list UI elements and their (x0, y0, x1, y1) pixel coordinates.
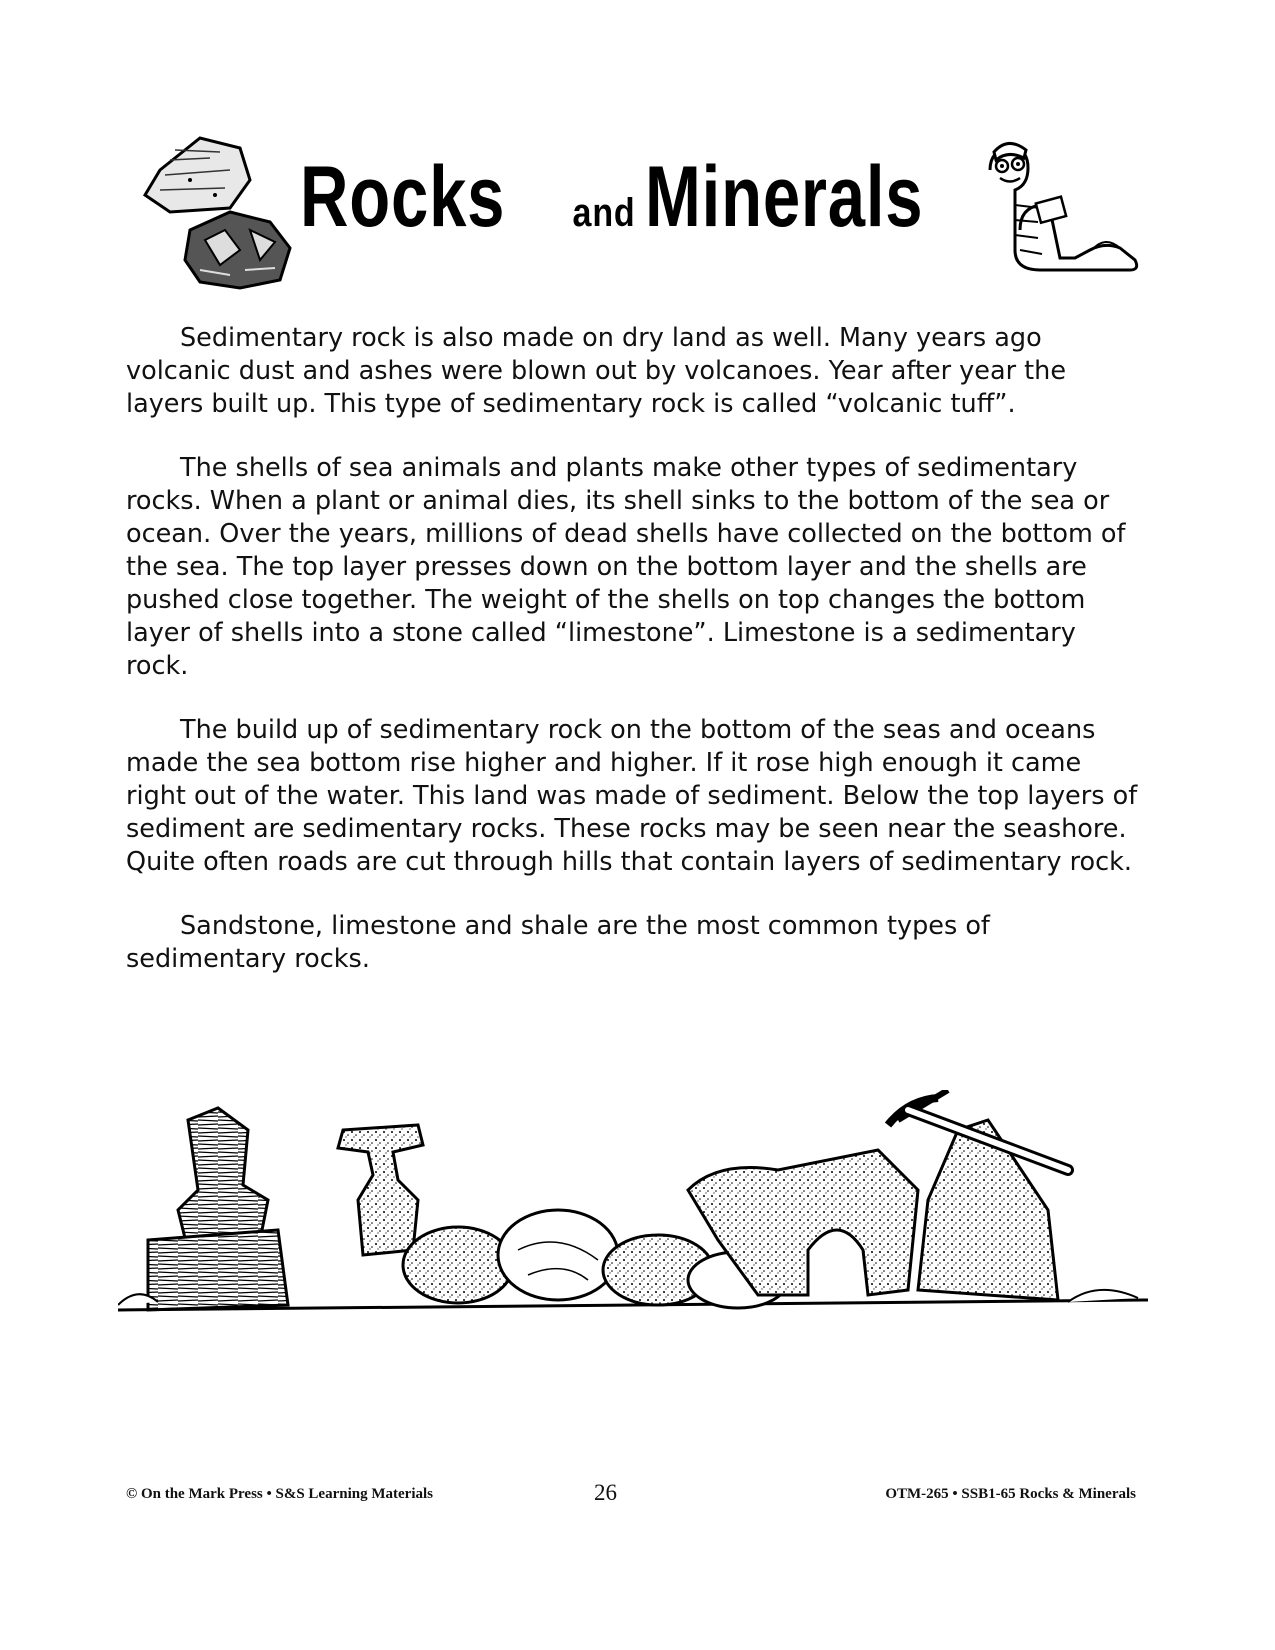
paragraph: Sedimentary rock is also made on dry land as well. Many years ago volcanic dust and ashes were blown out by volcanoes. Year after year the layers built up. This type of sedimentary rock is called “volcanic tuff”. (126, 323, 1067, 419)
title-word-minerals: Minerals (645, 149, 924, 245)
paragraph: The shells of sea animals and plants make other types of sedimentary rocks. When a plant or animal dies, its shell sinks to the bottom of the sea or ocean. Over the years, millions of dead shells have collected on the bottom of the sea. The top layer presses down on the bottom layer and the shells are pushed close together. The weight of the shells on top changes the bottom layer of shells into a stone called “limestone”. Limestone is a sedimentary rock. (126, 453, 1126, 681)
article-body (126, 322, 1146, 1007)
page-header (120, 120, 1140, 300)
footer-publisher: © On the Mark Press • S&S Learning Materials (126, 1486, 433, 1502)
rock-formations-pickaxe-illustration (118, 1090, 1148, 1380)
paragraph: Sandstone, limestone and shale are the most common types of sedimentary rocks. (126, 911, 990, 974)
page-title (300, 148, 1002, 247)
footer-product-code: OTM-265 • SSB1-65 Rocks & Minerals (885, 1486, 1136, 1502)
paragraph: The build up of sedimentary rock on the bottom of the seas and oceans made the sea bottom rise higher and higher. If it rose high enough it came right out of the water. This land was made of sediment. Below the top layers of sediment are sedimentary rocks. These rocks may be seen near the seashore. Quite often roads are cut through hills that contain layers of sedimentary rock. (126, 715, 1138, 877)
bookworm-reading-icon (980, 130, 1140, 280)
page-number: 26 (594, 1480, 617, 1505)
title-word-rocks: Rocks (300, 149, 506, 245)
title-word-and: and (572, 191, 636, 235)
rocks-illustration-icon (130, 130, 310, 290)
page-footer (126, 1480, 1136, 1510)
